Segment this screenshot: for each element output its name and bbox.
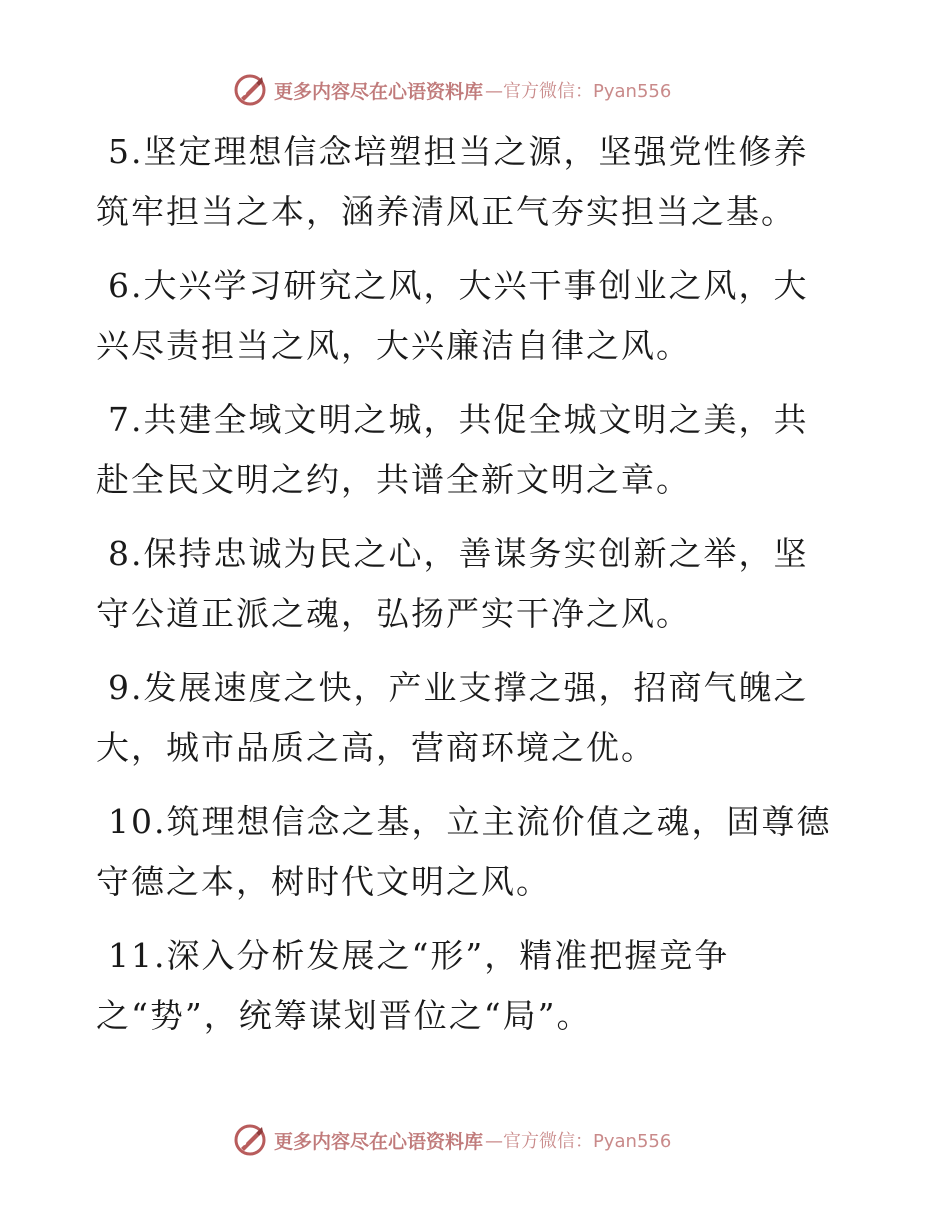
list-item xyxy=(96,390,838,510)
header-contact-text: —官方微信：Pyan556 xyxy=(485,81,672,102)
list-item xyxy=(96,256,838,376)
quill-logo-icon xyxy=(232,72,268,108)
item-number: 8. xyxy=(108,534,144,573)
item-text: 保持忠诚为民之心，善谋务实创新之举，坚守公道正派之魂，弘扬严实干净之风。 xyxy=(96,534,809,633)
item-number: 6. xyxy=(108,266,144,305)
item-text: 大兴学习研究之风，大兴干事创业之风，大兴尽责担当之风，大兴廉洁自律之风。 xyxy=(96,266,809,365)
footer-contact-text: —官方微信：Pyan556 xyxy=(485,1131,672,1152)
item-text: 深入分析发展之“形”，精准把握竞争之“势”，统筹谋划晋位之“局”。 xyxy=(96,936,730,1035)
item-number: 11. xyxy=(108,936,167,975)
header-watermark xyxy=(232,70,671,110)
list-item xyxy=(96,926,838,1046)
slogan-list xyxy=(96,122,856,1060)
list-item xyxy=(96,122,838,242)
item-number: 9. xyxy=(108,668,144,707)
footer-watermark xyxy=(232,1120,671,1160)
item-text: 发展速度之快，产业支撑之强，招商气魄之大，城市品质之高，营商环境之优。 xyxy=(96,668,809,767)
item-text: 坚定理想信念培塑担当之源，坚强党性修养筑牢担当之本，涵养清风正气夯实担当之基。 xyxy=(96,132,809,231)
item-number: 7. xyxy=(108,400,144,439)
footer-brand-text: 更多内容尽在心语资料库 xyxy=(274,1130,484,1153)
list-item xyxy=(96,658,838,778)
item-text: 筑理想信念之基，立主流价值之魂，固尊德守德之本，树时代文明之风。 xyxy=(96,802,832,901)
item-number: 10. xyxy=(108,802,167,841)
item-number: 5. xyxy=(108,132,144,171)
header-brand-text: 更多内容尽在心语资料库 xyxy=(274,80,484,103)
item-text: 共建全域文明之城，共促全城文明之美，共赴全民文明之约，共谱全新文明之章。 xyxy=(96,400,809,499)
list-item xyxy=(96,524,838,644)
list-item xyxy=(96,792,838,912)
quill-logo-icon xyxy=(232,1122,268,1158)
